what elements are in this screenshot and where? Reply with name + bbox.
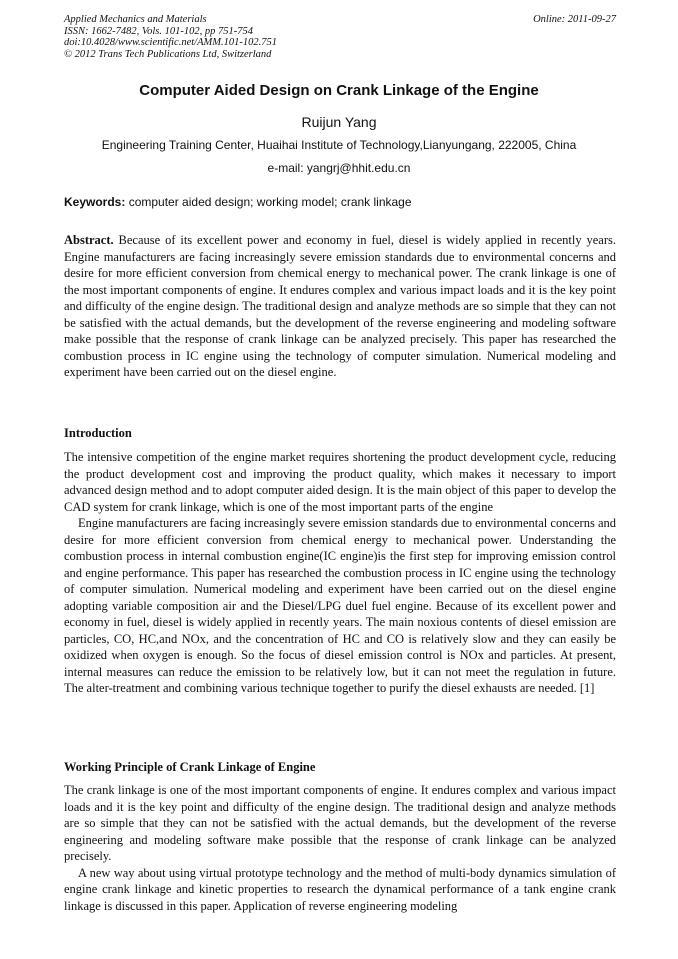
keywords-text: computer aided design; working model; crank linkage: [128, 195, 412, 209]
online-date: Online: 2011-09-27: [533, 14, 616, 25]
author-email: e-mail: yangrj@hhit.edu.cn: [267, 161, 411, 175]
introduction-body: [64, 449, 616, 697]
copyright-line: © 2012 Trans Tech Publications Ltd, Switzerland: [64, 48, 272, 60]
working-principle-body: [64, 782, 616, 914]
keywords: [64, 195, 616, 209]
journal-name: Applied Mechanics and Materials: [64, 14, 207, 25]
abstract-text: Because of its excellent power and economy in fuel, diesel is widely applied in recently years. Engine manufacturers are facing increasingly severe emission standards due to environmental concerns and desire for more efficient conversion from chemical energy to mechanical power. The crank linkage is one of the most important components of engine. It endures complex and various impact loads and it is the key point and difficulty of the engine design. The traditional design and analyze methods are so simple that they can not be satisfied with the actual demands, but the development of the reverse engineering and modeling software make possible that the response of crank linkage can be analyzed precisely. This paper has researched the combustion process in IC engine using the technology of computer simulation. Numerical modeling and experiment have been carried out on the diesel engine.: [64, 233, 616, 379]
author-name: Ruijun Yang: [301, 114, 377, 130]
paragraph: The intensive competition of the engine market requires shortening the product development cycle, reducing the product development cost and improving the product quality, which makes it necessary to import advanced design method and to adopt computer aided design. It is the main object of this paper to develop the CAD system for crank linkage, which is one of the most important parts of the engine: [64, 450, 616, 514]
paragraph: The crank linkage is one of the most important components of engine. It endures complex and various impact loads and it is the key point and difficulty of the engine design. The traditional design and analyze methods are so simple that they can not be satisfied with the actual demands, but the development of the reverse engineering and modeling software make possible that the response of crank linkage can be analyzed precisely.: [64, 783, 616, 863]
journal-header: [64, 14, 616, 60]
section-heading-working-principle: Working Principle of Crank Linkage of Engine: [64, 760, 316, 774]
abstract-label: Abstract.: [64, 233, 114, 247]
section-heading-introduction: Introduction: [64, 426, 132, 440]
issn-line: ISSN: 1662-7482, Vols. 101-102, pp 751-754: [64, 25, 253, 37]
doi-line: doi:10.4028/www.scientific.net/AMM.101-102.751: [64, 37, 277, 48]
paragraph: Engine manufacturers are facing increasingly severe emission standards due to environmental concerns and desire for more efficient conversion from chemical energy to mechanical power. Understanding the combustion process in internal combustion engine(IC engine)is the first step for improving emission control and engine performance. This paper has researched the combustion process in IC engine using the technology of computer simulation. Numerical modeling and experiment have been carried out on the diesel engine adopting variable composition air and the Diesel/LPG duel fuel engine. Because of its excellent power and economy in fuel, diesel is widely applied in recently years. The main noxious contents of diesel emission are particles, CO, HC,and NOx, and the concentration of HC and CO is relatively slow and they can easily be oxidized when oxygen is enough. So the focus of diesel emission control is NOx and particles. At present, internal measures can reduce the emission to be relatively low, but it can not meet the regulation in future. The alter-treatment and combining various technique together to purify the diesel exhausts are needed. [1]: [64, 516, 616, 695]
author-affiliation: Engineering Training Center, Huaihai Institute of Technology,Lianyungang, 222005, China: [101, 138, 577, 152]
abstract: [64, 232, 616, 381]
paper-title: Computer Aided Design on Crank Linkage of the Engine: [139, 82, 539, 99]
paragraph: A new way about using virtual prototype technology and the method of multi-body dynamics simulation of engine crank linkage and kinetic properties to research the dynamical performance of a tank engine crank linkage is discussed in this paper. Application of reverse engineering modeling: [64, 865, 616, 913]
keywords-label: Keywords:: [64, 195, 126, 209]
